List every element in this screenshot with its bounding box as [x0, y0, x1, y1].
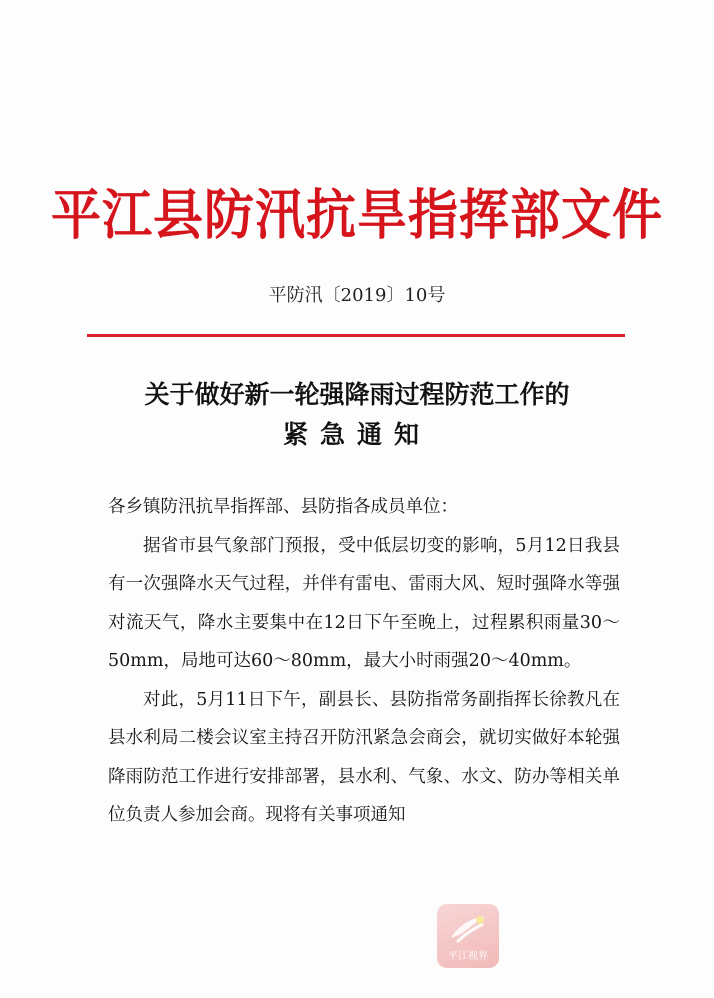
- pingjiang-logo-icon: [447, 912, 489, 946]
- red-divider: [87, 334, 625, 337]
- paragraph-1: 据省市县气象部门预报，受中低层切变的影响，5月12日我县有一次强降水天气过程，并伴有雷电、雷雨大风、短时强降水等强对流天气，降水主要集中在12日下午至晚上，过程累积雨量30～50mm，局地可达60～80mm，最大小时雨强20～40mm。: [108, 535, 620, 671]
- watermark-text: 平江视界: [448, 951, 488, 962]
- document-body: [108, 488, 620, 835]
- document-number: 平防汛〔2019〕10号: [268, 285, 446, 306]
- notice-title: [0, 375, 714, 455]
- document-header-title: 平江县防汛抗旱指挥部文件: [51, 183, 663, 247]
- paragraph-2: 对此，5月11日下午，副县长、县防指常务副指挥长徐教凡在县水利局二楼会议室主持召开防汛紧急会商会，就切实做好本轮强降雨防范工作进行安排部署，县水利、气象、水文、防办等相关单位负责人参加会商。现将有关事项通知: [108, 689, 620, 825]
- notice-title-line2: 紧急通知: [282, 420, 431, 449]
- watermark-logo: [437, 904, 499, 968]
- salutation: 各乡镇防汛抗旱指挥部、县防指各成员单位：: [108, 497, 458, 517]
- notice-title-line1: 关于做好新一轮强降雨过程防范工作的: [144, 380, 570, 409]
